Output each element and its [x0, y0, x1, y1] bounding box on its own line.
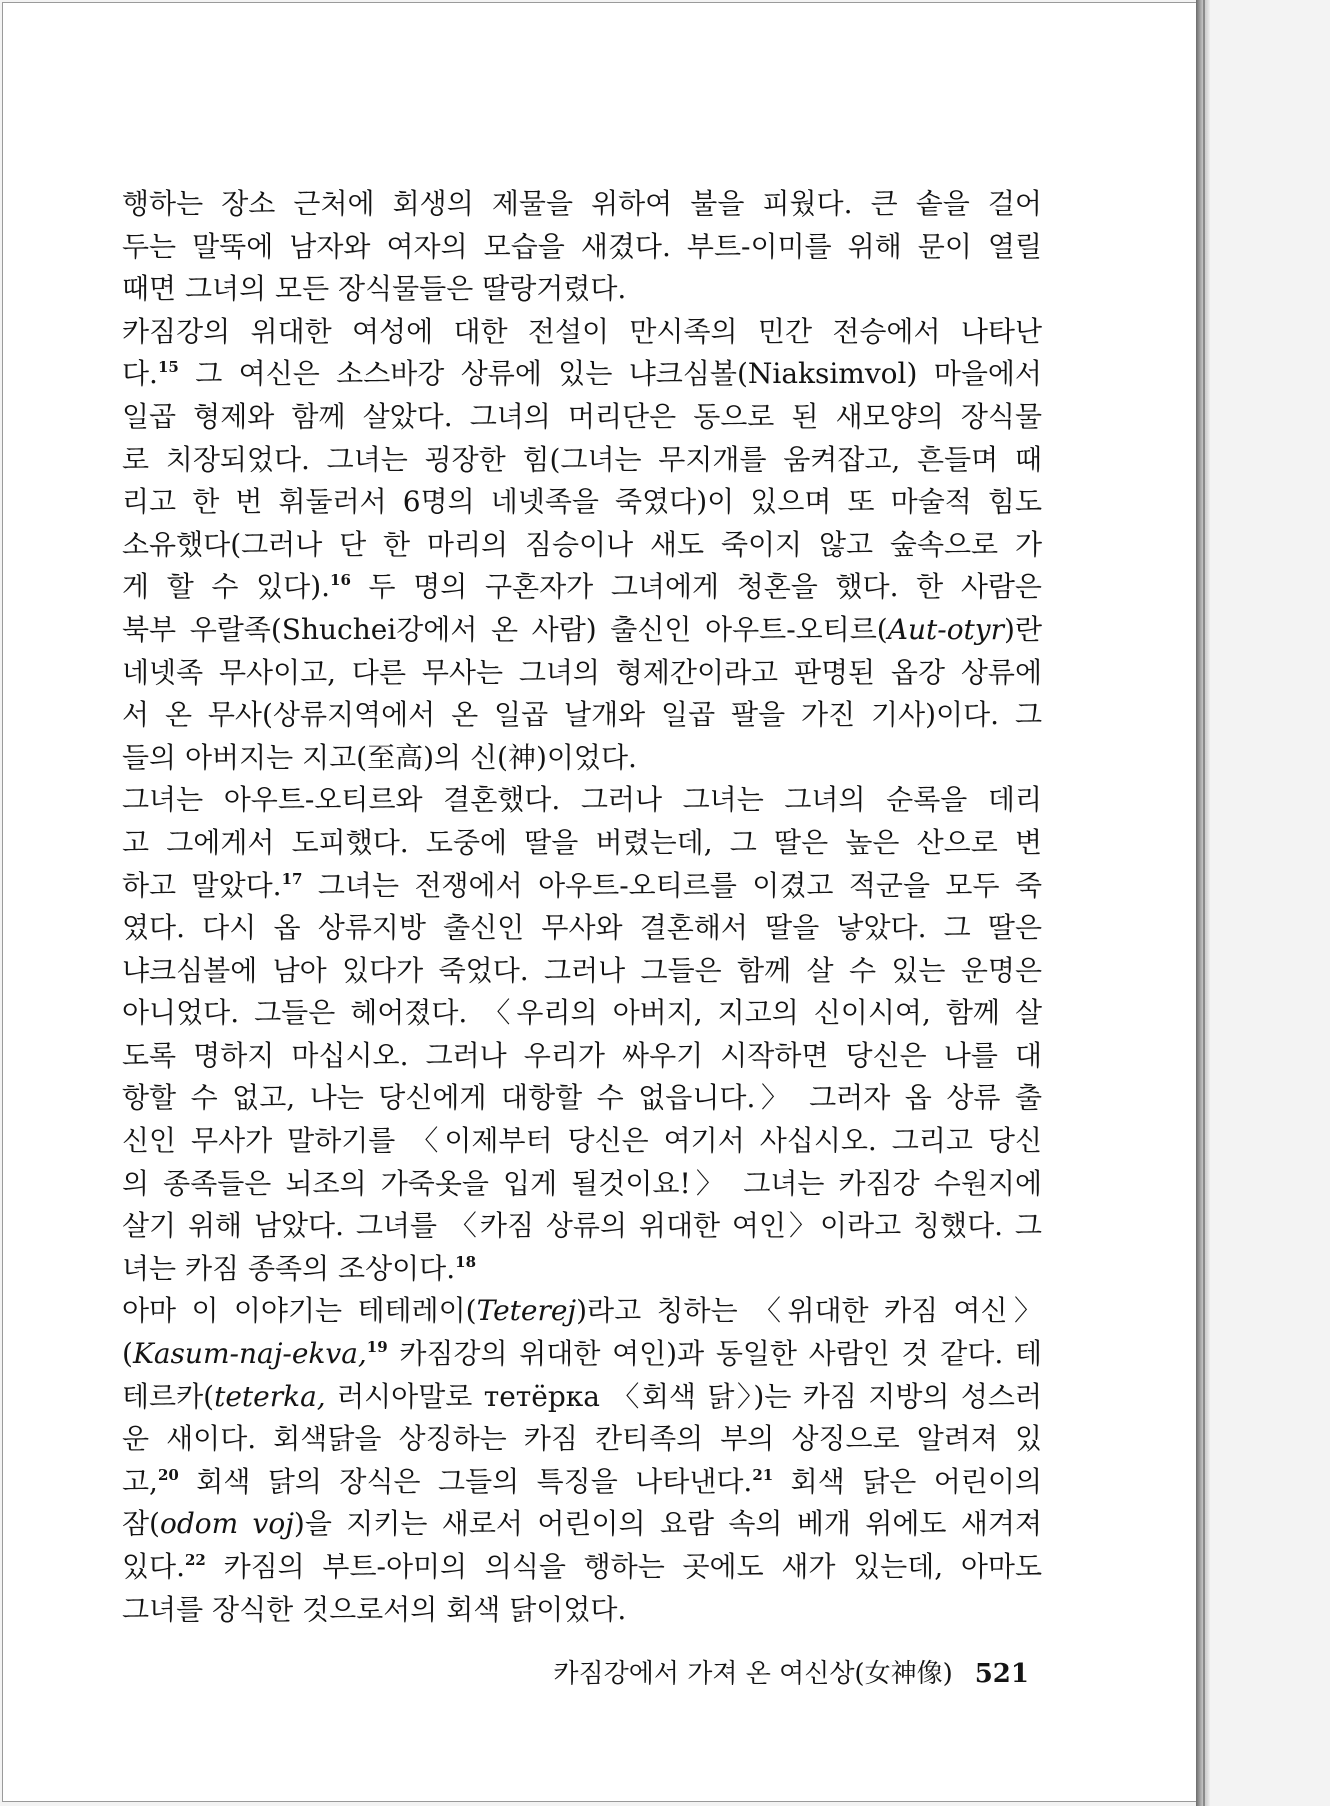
text-line — [122, 992, 1042, 1035]
text-run: 그녀는 아우트-오티르와 결혼했다. 그러나 그녀는 그녀의 순록을 데리 — [122, 783, 1042, 817]
text-run: 러시아말로 тетёрка 〈회색 닭〉)는 카짐 지방의 성스러 — [325, 1379, 1042, 1413]
text-run: 카짐강의 위대한 여성에 대한 전설이 만시족의 민간 전승에서 나타난 — [122, 314, 1042, 348]
text-run: 두는 말뚝에 남자와 여자의 모습을 새겼다. 부트-이미를 위해 문이 열릴 — [122, 229, 1042, 263]
text-line — [122, 566, 1042, 609]
text-line — [122, 226, 1042, 269]
text-run: 카짐강의 위대한 여인)과 동일한 사람인 것 같다. — [387, 1337, 1004, 1371]
text-run: )을 지키는 새로서 어린이의 요람 속의 베개 위에도 새겨져 — [293, 1507, 1043, 1541]
text-line — [122, 183, 1042, 226]
text-run: 카짐의 부트-아미의 의식을 행하는 곳에도 새가 있는데, 아마도 — [205, 1550, 1042, 1583]
italic-term: Teterej — [476, 1294, 577, 1328]
text-line — [122, 481, 1042, 524]
text-line — [122, 779, 1042, 822]
text-run: 서 온 무사(상류지역에서 온 일곱 날개와 일곱 팔을 가진 기사)이다. 그 — [122, 698, 1042, 732]
text-line — [122, 907, 1042, 950]
italic-term: Kasum-naj-ekva, — [132, 1337, 367, 1371]
text-line — [122, 652, 1042, 695]
text-run: 하고 말았다. — [122, 868, 282, 902]
text-run: 있다. — [122, 1550, 185, 1583]
text-run: 잠( — [122, 1507, 160, 1541]
text-line — [122, 439, 1042, 482]
text-line — [122, 1120, 1042, 1163]
text-line — [122, 396, 1042, 439]
footnote-marker: 15 — [157, 358, 179, 377]
text-run: 아마 이 이야기는 테테레이( — [122, 1294, 477, 1328]
text-run: 회색 닭의 장식은 그들의 특징을 나타낸다. — [178, 1464, 753, 1498]
text-run: 일곱 형제와 함께 살았다. 그녀의 머리단은 동으로 된 새모양의 장식물 — [122, 399, 1042, 433]
text-run: 행하는 장소 근처에 회생의 제물을 위하여 불을 피웠다. 큰 솥을 걸어 — [122, 187, 1042, 220]
text-run: )란 — [1004, 612, 1042, 646]
text-line — [122, 1290, 1042, 1333]
footnote-marker: 17 — [281, 869, 303, 888]
text-run: 항할 수 없고, 나는 당신에게 대항할 수 없읍니다.〉 그러자 옵 상류 출 — [122, 1081, 1042, 1115]
text-run: 그녀는 전쟁에서 아우트-오티르를 이겼고 적군을 모두 죽 — [302, 868, 1043, 902]
text-run: 살기 위해 남았다. 그녀를 〈카짐 상류의 위대한 여인〉이라고 칭했다. 그 — [122, 1209, 1042, 1243]
text-run: 게 할 수 있다). — [122, 570, 331, 604]
text-run: 고 그에게서 도피했다. 도중에 딸을 버렸는데, 그 딸은 높은 산으로 변 — [122, 825, 1042, 859]
book-spine-edge — [1203, 0, 1205, 1806]
text-line — [122, 1418, 1042, 1461]
text-run: 들의 아버지는 지고(至高)의 신(神)이었다. — [122, 740, 637, 774]
text-run: 아니었다. 그들은 헤어졌다. 〈우리의 아버지, 지고의 신이시여, 함께 살 — [122, 996, 1042, 1030]
text-run: 신인 무사가 말하기를 〈이제부터 당신은 여기서 사십시오. 그리고 당신 — [122, 1124, 1042, 1158]
text-line — [122, 1248, 1042, 1291]
text-run: 로 치장되었다. 그녀는 굉장한 힘(그녀는 무지개를 움켜잡고, 흔들며 때 — [122, 442, 1042, 476]
footnote-marker: 19 — [366, 1338, 388, 1357]
text-line — [122, 694, 1042, 737]
text-line — [122, 1546, 1042, 1589]
book-page — [2, 2, 1202, 1802]
text-run: ( — [122, 1337, 133, 1371]
footnote-marker: 16 — [330, 571, 351, 590]
body-text — [122, 183, 1042, 1631]
italic-term: teterka, — [214, 1379, 326, 1413]
text-line — [122, 1376, 1042, 1419]
text-line — [122, 353, 1042, 396]
text-run: 의 종족들은 뇌조의 가죽옷을 입게 될것이요!〉 그녀는 카짐강 수원지에 — [122, 1166, 1042, 1200]
text-run: 테 — [1003, 1337, 1042, 1371]
running-footer — [543, 1653, 1029, 1690]
footer-title: 카짐강에서 가져 온 여신상(女神像) — [553, 1659, 953, 1689]
text-line — [122, 311, 1042, 354]
text-line — [122, 1589, 1042, 1632]
text-line — [122, 1077, 1042, 1120]
text-run: 도록 명하지 마십시오. 그러나 우리가 싸우기 시작하면 당신은 나를 대 — [122, 1038, 1042, 1072]
italic-term: Aut-otyr — [887, 612, 1005, 646]
italic-term: odom voj — [159, 1507, 294, 1541]
text-run: 고, — [122, 1464, 158, 1498]
text-run: 때면 그녀의 모든 장식물들은 딸랑거렸다. — [122, 272, 627, 306]
text-line — [122, 268, 1042, 311]
footnote-marker: 22 — [185, 1551, 206, 1569]
text-run: 냐크심볼에 남아 있다가 죽었다. 그러나 그들은 함께 살 수 있는 운명은 — [122, 953, 1042, 987]
footnote-marker: 21 — [752, 1465, 774, 1484]
footnote-marker: 18 — [455, 1252, 477, 1271]
text-run: 두 명의 구혼자가 그녀에게 청혼을 했다. 한 사람은 — [350, 570, 1042, 604]
text-run: 북부 우랄족(Shuchei강에서 온 사람) 출신인 아우트-오티르( — [122, 612, 888, 646]
text-run: 소유했다(그러나 단 한 마리의 짐승이나 새도 죽이지 않고 숲속으로 가 — [122, 527, 1042, 561]
text-run: 리고 한 번 휘둘러서 6명의 네넷족을 죽였다)이 있으며 또 마술적 힘도 — [122, 485, 1042, 519]
text-run: 회색 닭은 어린이의 — [773, 1464, 1042, 1498]
text-run: 그 여신은 소스바강 상류에 있는 냐크심볼(Niaksimvol) 마을에서 — [178, 357, 1042, 391]
text-line — [122, 1035, 1042, 1078]
text-run: 네넷족 무사이고, 다른 무사는 그녀의 형제간이라고 판명된 옵강 상류에 — [122, 655, 1042, 689]
text-line — [122, 1503, 1042, 1546]
text-line — [122, 524, 1042, 567]
page-number: 521 — [974, 1659, 1029, 1689]
text-line — [122, 950, 1042, 993]
text-run: 그녀를 장식한 것으로서의 회색 닭이었다. — [122, 1592, 627, 1626]
text-line — [122, 865, 1042, 908]
text-run: 녀는 카짐 종족의 조상이다. — [122, 1251, 456, 1285]
text-run: 테르카( — [122, 1379, 215, 1413]
text-line — [122, 1163, 1042, 1206]
text-run: )라고 칭하는 〈위대한 카짐 여신〉 — [576, 1294, 1042, 1328]
text-run: 운 새이다. 회색닭을 상징하는 카짐 칸티족의 부의 상징으로 알려져 있 — [122, 1422, 1042, 1456]
text-line — [122, 1205, 1042, 1248]
text-line — [122, 609, 1042, 652]
text-run: 다. — [122, 357, 158, 391]
text-run: 였다. 다시 옵 상류지방 출신인 무사와 결혼해서 딸을 낳았다. 그 딸은 — [122, 911, 1042, 945]
text-line — [122, 737, 1042, 780]
text-line — [122, 1461, 1042, 1504]
footnote-marker: 20 — [157, 1465, 179, 1484]
text-line — [122, 822, 1042, 865]
text-line — [122, 1333, 1042, 1376]
